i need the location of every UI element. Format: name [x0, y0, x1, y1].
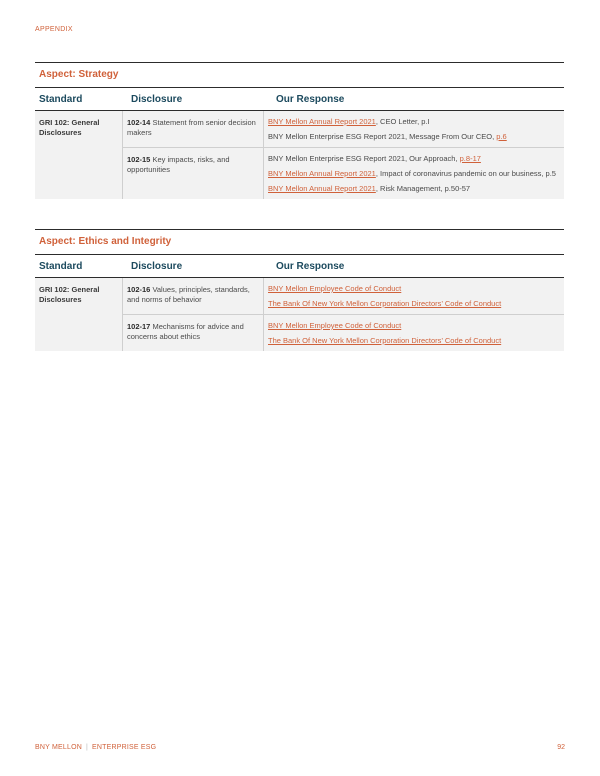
strategy-table: [35, 62, 564, 199]
disclosure-code: 102-15: [127, 155, 151, 164]
footer-company: BNY MELLON: [35, 744, 82, 751]
section-header: APPENDIX: [35, 26, 73, 33]
disclosure-code: 102-14: [127, 118, 151, 127]
response-link[interactable]: BNY Mellon Employee Code of Conduct: [268, 284, 402, 293]
disclosure-cell: [123, 148, 264, 199]
col-response: Our Response: [276, 93, 345, 105]
response-link[interactable]: BNY Mellon Employee Code of Conduct: [268, 321, 402, 330]
response-text: , CEO Letter, p.I: [375, 117, 430, 126]
disclosure-code: 102-16: [127, 285, 151, 294]
footer-report: ENTERPRISE ESG: [92, 744, 157, 751]
table-row: [123, 315, 564, 351]
footer-brand: BNY MELLON | ENTERPRISE ESG: [35, 744, 157, 751]
table-row: [123, 148, 564, 199]
standard-cell: GRI 102: General Disclosures: [35, 111, 123, 199]
page-link[interactable]: p.8-17: [459, 154, 481, 163]
table-header: [35, 254, 564, 278]
disclosure-cell: [123, 278, 264, 314]
response-link[interactable]: BNY Mellon Annual Report 2021: [268, 117, 376, 126]
disclosure-text: Statement from senior decision makers: [127, 118, 256, 137]
aspect-title: Aspect: Strategy: [35, 62, 564, 87]
table-row: [123, 278, 564, 315]
response-text: , Risk Management, p.50-57: [375, 184, 471, 193]
col-standard: Standard: [39, 93, 83, 105]
response-text: BNY Mellon Enterprise ESG Report 2021, Our Approach,: [268, 154, 460, 163]
col-response: Our Response: [276, 260, 345, 272]
response-cell: [264, 278, 564, 314]
response-link[interactable]: The Bank Of New York Mellon Corporation Directors’ Code of Conduct: [268, 299, 502, 308]
disclosure-text: Mechanisms for advice and concerns about ethics: [127, 322, 244, 341]
response-cell: [264, 111, 564, 147]
response-cell: [264, 148, 564, 199]
disclosure-text: Key impacts, risks, and opportunities: [127, 155, 230, 174]
col-disclosure: Disclosure: [131, 93, 183, 105]
disclosure-cell: [123, 111, 264, 147]
standard-cell: GRI 102: General Disclosures: [35, 278, 123, 351]
disclosure-code: 102-17: [127, 322, 151, 331]
ethics-table: [35, 229, 564, 351]
response-text: , Impact of coronavirus pandemic on our business, p.5: [375, 169, 556, 178]
response-cell: [264, 315, 564, 351]
col-standard: Standard: [39, 260, 83, 272]
response-link[interactable]: The Bank Of New York Mellon Corporation Directors’ Code of Conduct: [268, 336, 502, 345]
disclosure-text: Values, principles, standards, and norms of behavior: [127, 285, 250, 304]
table-row: [123, 111, 564, 148]
response-link[interactable]: BNY Mellon Annual Report 2021: [268, 169, 376, 178]
page-link[interactable]: p.6: [496, 132, 507, 141]
page-number: 92: [557, 744, 565, 751]
col-disclosure: Disclosure: [131, 260, 183, 272]
table-header: [35, 87, 564, 111]
aspect-title: Aspect: Ethics and Integrity: [35, 229, 564, 254]
disclosure-cell: [123, 315, 264, 351]
response-link[interactable]: BNY Mellon Annual Report 2021: [268, 184, 376, 193]
response-text: BNY Mellon Enterprise ESG Report 2021, Message From Our CEO,: [268, 132, 497, 141]
